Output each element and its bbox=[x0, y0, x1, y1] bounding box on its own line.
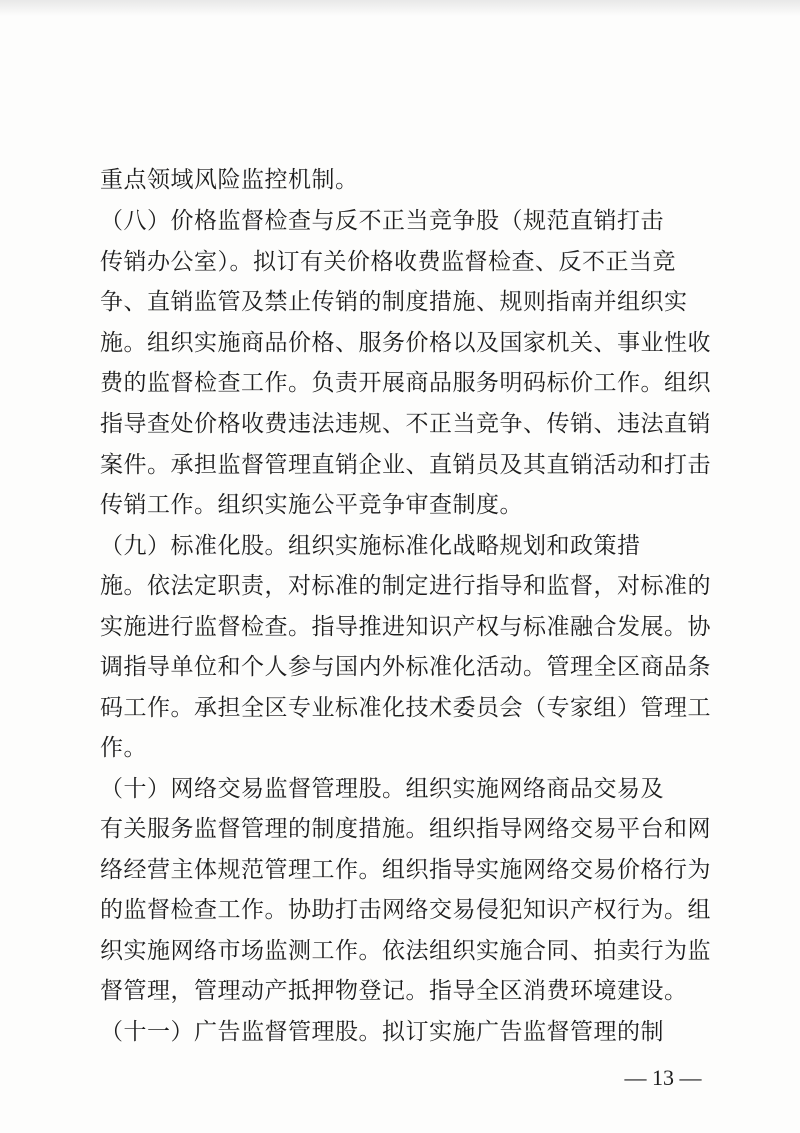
text-line-18: 络经营主体规范管理工作。组织指导实施网络交易价格行为 bbox=[100, 857, 711, 883]
text-line-3: 传销办公室）。拟订有关价格收费监督检查、反不正当竞 bbox=[100, 249, 676, 275]
text-line-10: （九）标准化股。组织实施标准化战略规划和政策措 bbox=[100, 533, 641, 559]
text-line-16: （十）网络交易监督管理股。组织实施网络商品交易及 bbox=[100, 776, 664, 802]
text-line-7: 指导查处价格收费违法违规、不正当竞争、传销、违法直销 bbox=[100, 411, 711, 437]
text-line-15: 作。 bbox=[100, 735, 147, 761]
text-line-20: 织实施网络市场监测工作。依法组织实施合同、拍卖行为监 bbox=[100, 938, 711, 964]
text-line-12: 实施进行监督检查。指导推进知识产权与标准融合发展。协 bbox=[100, 614, 711, 640]
text-line-11: 施。依法定职责，对标准的制定进行指导和监督，对标准的 bbox=[100, 573, 711, 599]
text-line-14: 码工作。承担全区专业标准化技术委员会（专家组）管理工 bbox=[100, 695, 711, 721]
text-line-2: （八）价格监督检查与反不正当竞争股（规范直销打击 bbox=[100, 208, 664, 234]
text-line-13: 调指导单位和个人参与国内外标准化活动。管理全区商品条 bbox=[100, 654, 711, 680]
text-line-9: 传销工作。组织实施公平竞争审查制度。 bbox=[100, 492, 523, 518]
text-line-19: 的监督检查工作。协助打击网络交易侵犯知识产权行为。组 bbox=[100, 897, 711, 923]
text-line-1: 重点领域风险监控机制。 bbox=[100, 167, 359, 193]
scan-edge bbox=[0, 0, 800, 16]
text-line-8: 案件。承担监督管理直销企业、直销员及其直销活动和打击 bbox=[100, 452, 711, 478]
text-line-21: 督管理，管理动产抵押物登记。指导全区消费环境建设。 bbox=[100, 978, 688, 1004]
page-number: — 13 — bbox=[624, 1065, 702, 1090]
text-line-17: 有关服务监督管理的制度措施。组织指导网络交易平台和网 bbox=[100, 816, 711, 842]
text-line-5: 施。组织实施商品价格、服务价格以及国家机关、事业性收 bbox=[100, 330, 711, 356]
text-line-6: 费的监督检查工作。负责开展商品服务明码标价工作。组织 bbox=[100, 370, 711, 396]
text-line-4: 争、直销监管及禁止传销的制度措施、规则指南并组织实 bbox=[100, 289, 688, 315]
text-line-22: （十一）广告监督管理股。拟订实施广告监督管理的制 bbox=[100, 1019, 664, 1045]
